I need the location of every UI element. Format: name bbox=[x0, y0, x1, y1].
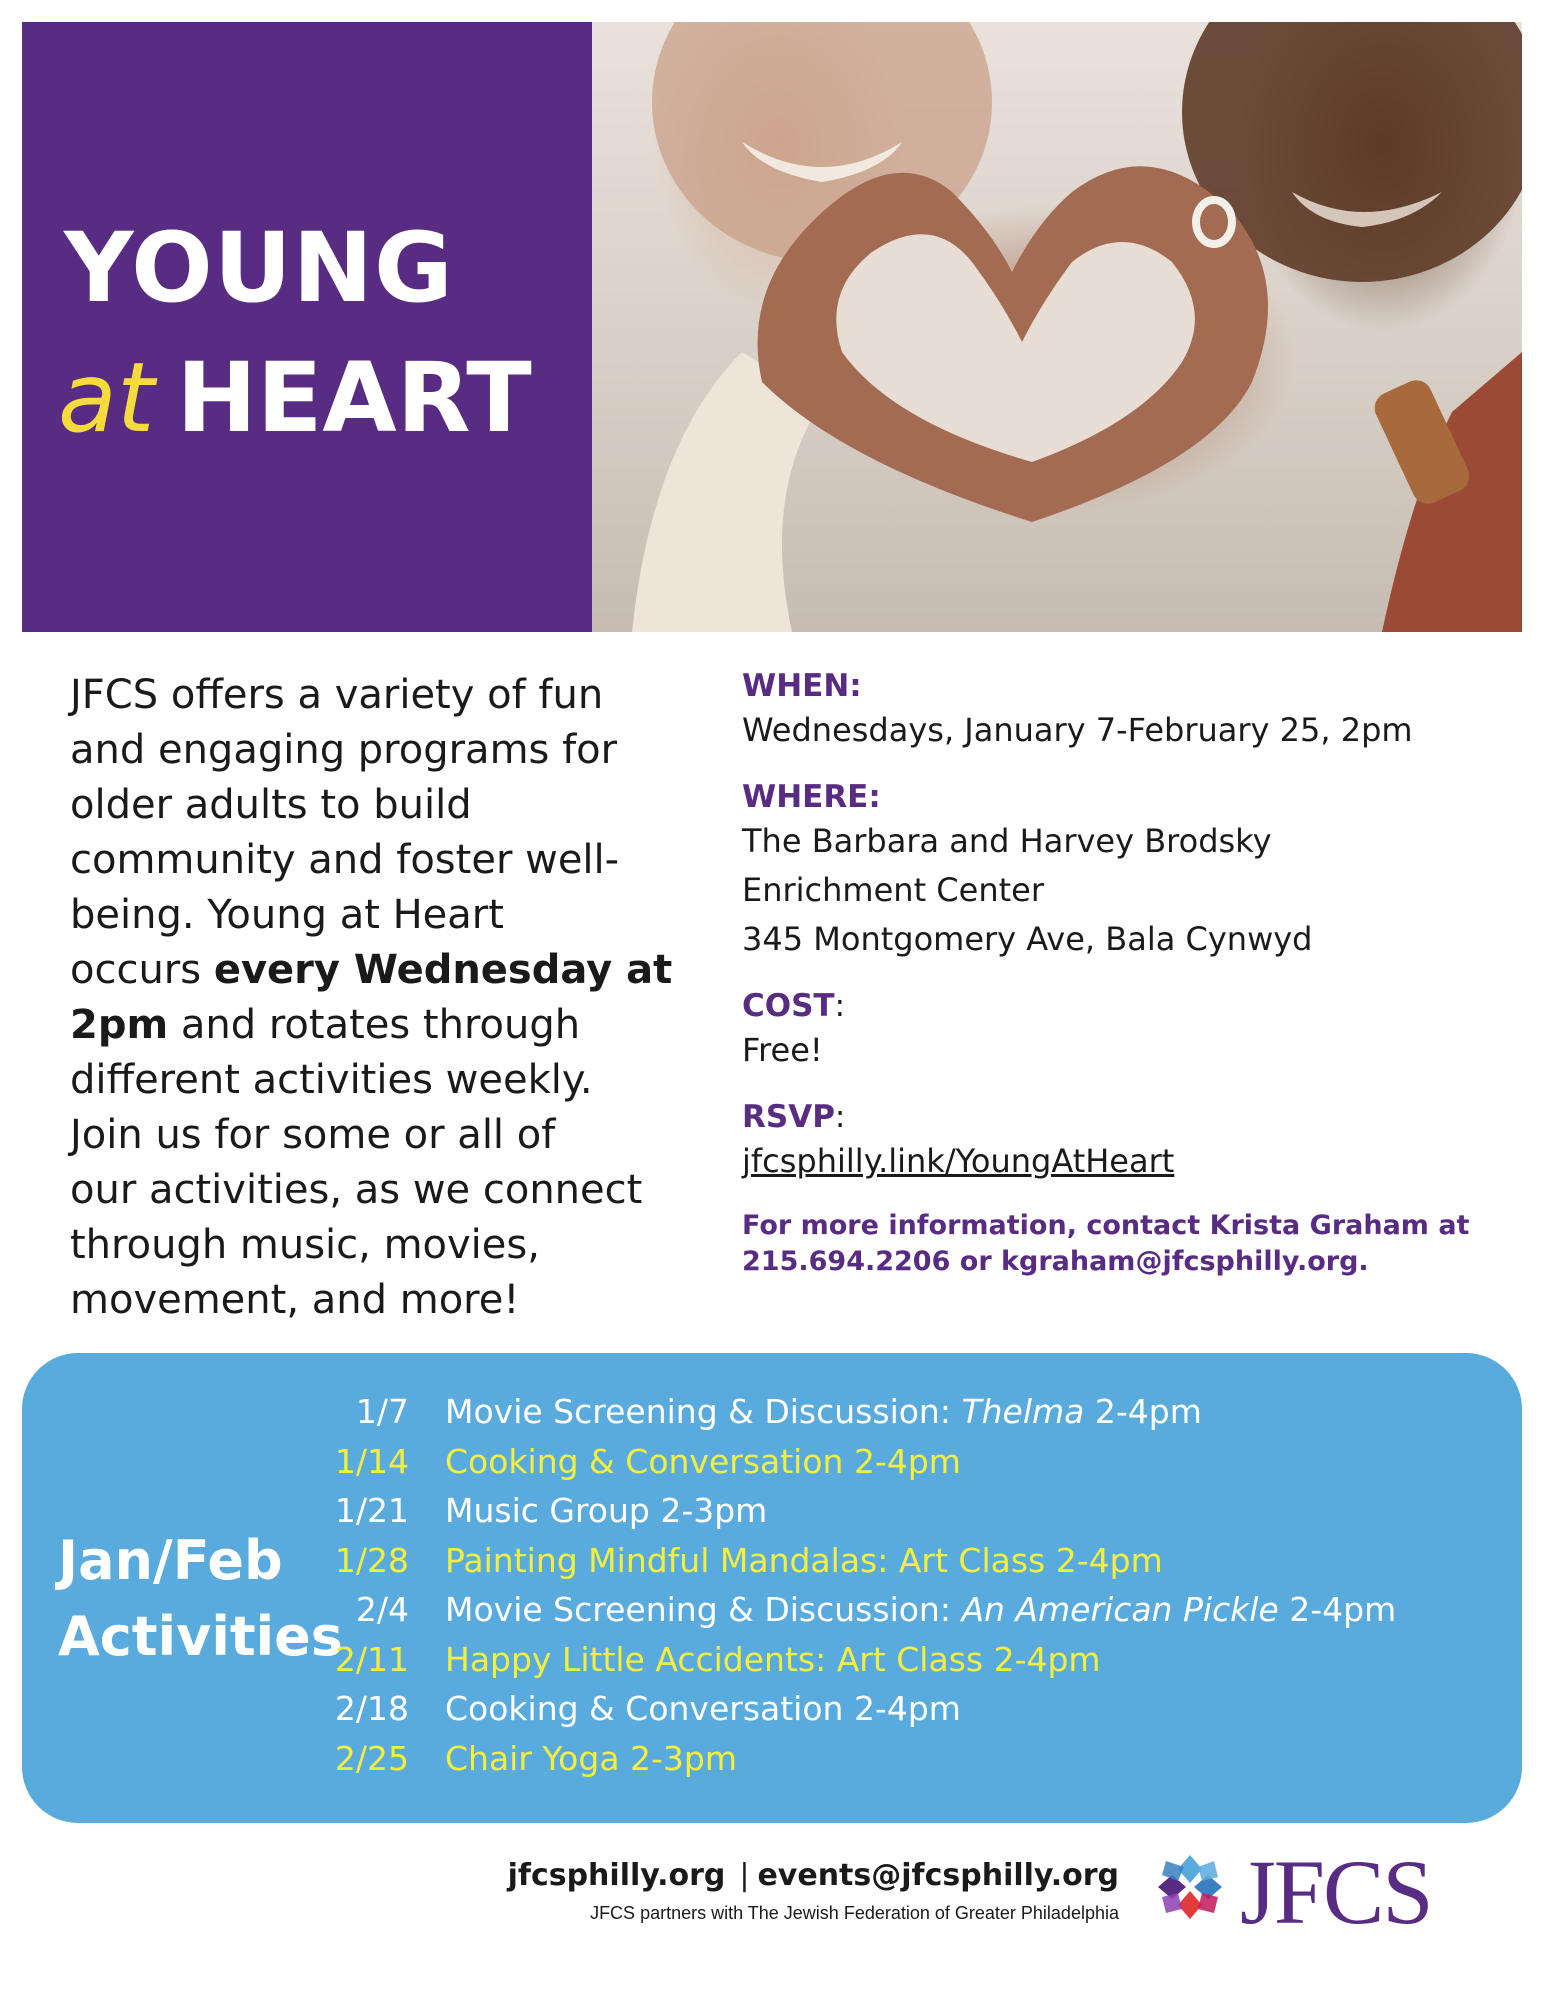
activity-text: Chair Yoga 2-3pm bbox=[445, 1738, 738, 1778]
activities-title-line: Jan/Feb bbox=[58, 1529, 283, 1592]
activity-movie-title: Thelma bbox=[961, 1392, 1085, 1432]
jfcs-logo bbox=[1150, 1842, 1450, 1942]
intro-text: and rotates through bbox=[168, 1002, 581, 1048]
intro-paragraph bbox=[70, 668, 690, 1328]
contact-line: For more information, contact Krista Graham at bbox=[742, 1210, 1470, 1241]
intro-line bbox=[70, 998, 690, 1053]
cost-label-text: COST bbox=[742, 988, 835, 1024]
activity-description bbox=[445, 1442, 1502, 1481]
partner-text: JFCS partners with The Jewish Federation of Greater Philadelphia bbox=[590, 1903, 1119, 1923]
intro-line: through music, movies, bbox=[70, 1222, 540, 1268]
activity-row bbox=[282, 1635, 1502, 1685]
activity-time: 2-4pm bbox=[1278, 1590, 1397, 1630]
rsvp-colon: : bbox=[834, 1099, 846, 1135]
intro-line: movement, and more! bbox=[70, 1277, 520, 1323]
rsvp-link[interactable]: jfcsphilly.link/YoungAtHeart bbox=[742, 1142, 1175, 1180]
where-label: WHERE: bbox=[742, 779, 881, 815]
title-at: at bbox=[58, 342, 155, 454]
activity-description bbox=[445, 1392, 1502, 1431]
header-banner bbox=[22, 22, 1522, 632]
activity-description bbox=[445, 1491, 1502, 1530]
cost-block bbox=[742, 986, 1502, 1075]
activity-time: 2-4pm bbox=[1084, 1392, 1202, 1432]
logo-text: JFCS bbox=[1240, 1841, 1432, 1943]
intro-line: being. Young at Heart bbox=[70, 892, 504, 938]
activity-date: 1/7 bbox=[355, 1392, 409, 1432]
where-line: The Barbara and Harvey Brodsky bbox=[742, 822, 1272, 860]
event-info bbox=[742, 666, 1502, 1280]
heart-hands-photo bbox=[592, 22, 1522, 632]
activity-date: 1/21 bbox=[334, 1491, 409, 1531]
activity-text: Music Group 2-3pm bbox=[445, 1491, 768, 1531]
intro-line: community and foster well- bbox=[70, 837, 620, 883]
activity-date: 1/28 bbox=[334, 1540, 409, 1580]
where-block bbox=[742, 777, 1502, 964]
when-block bbox=[742, 666, 1502, 755]
title-young: YOUNG bbox=[64, 212, 454, 324]
activity-row bbox=[282, 1585, 1502, 1635]
intro-emphasis: every Wednesday at bbox=[213, 947, 673, 993]
activity-description bbox=[445, 1739, 1502, 1778]
intro-text: occurs bbox=[70, 947, 214, 993]
cost-label bbox=[742, 986, 1502, 1026]
website-link[interactable]: jfcsphilly.org bbox=[507, 1858, 726, 1893]
intro-emphasis: 2pm bbox=[70, 1002, 169, 1048]
activity-text: Happy Little Accidents: Art Class 2-4pm bbox=[445, 1639, 1101, 1679]
activity-date: 2/25 bbox=[334, 1738, 409, 1778]
activity-movie-title: An American Pickle bbox=[961, 1590, 1279, 1630]
where-line: Enrichment Center bbox=[742, 871, 1044, 909]
cost-value: Free! bbox=[742, 1031, 823, 1069]
activity-description bbox=[445, 1541, 1502, 1580]
rsvp-label bbox=[742, 1097, 1502, 1137]
title-panel bbox=[22, 22, 592, 632]
cost-colon: : bbox=[834, 988, 846, 1024]
intro-line: Join us for some or all of bbox=[70, 1112, 556, 1158]
intro-line: different activities weekly. bbox=[70, 1057, 593, 1103]
activity-text: Movie Screening & Discussion: bbox=[445, 1590, 962, 1630]
activity-description bbox=[445, 1590, 1502, 1629]
intro-line: our activities, as we connect bbox=[70, 1167, 643, 1213]
heart-hands-illustration bbox=[592, 22, 1522, 632]
activity-date: 2/4 bbox=[355, 1590, 409, 1630]
jfcs-flower-icon bbox=[1150, 1847, 1230, 1937]
activities-title-line: Activities bbox=[58, 1605, 343, 1668]
activity-row bbox=[282, 1437, 1502, 1487]
activity-date: 2/11 bbox=[334, 1639, 409, 1679]
when-value: Wednesdays, January 7-February 25, 2pm bbox=[742, 711, 1413, 749]
activities-list bbox=[282, 1387, 1502, 1783]
activity-row bbox=[282, 1536, 1502, 1586]
activity-row bbox=[282, 1734, 1502, 1784]
contact-info bbox=[742, 1208, 1502, 1280]
rsvp-label-text: RSVP bbox=[742, 1099, 835, 1135]
activity-date: 1/14 bbox=[334, 1441, 409, 1481]
intro-line bbox=[70, 943, 690, 998]
activity-text: Movie Screening & Discussion: bbox=[445, 1392, 962, 1432]
intro-line: and engaging programs for bbox=[70, 727, 618, 773]
activity-description bbox=[445, 1689, 1502, 1728]
activity-row bbox=[282, 1684, 1502, 1734]
intro-line: JFCS offers a variety of fun bbox=[70, 672, 604, 718]
contact-line: 215.694.2206 or kgraham@jfcsphilly.org. bbox=[742, 1246, 1369, 1277]
intro-line: older adults to build bbox=[70, 782, 472, 828]
activity-text: Cooking & Conversation 2-4pm bbox=[445, 1441, 961, 1481]
title-heart: HEART bbox=[176, 342, 532, 454]
when-label: WHEN: bbox=[742, 668, 862, 704]
footer-separator: | bbox=[739, 1858, 750, 1893]
activity-row bbox=[282, 1486, 1502, 1536]
where-line: 345 Montgomery Ave, Bala Cynwyd bbox=[742, 920, 1313, 958]
activity-date: 2/18 bbox=[334, 1689, 409, 1729]
activity-text: Cooking & Conversation 2-4pm bbox=[445, 1689, 961, 1729]
title-at-heart bbox=[58, 342, 532, 454]
activity-row bbox=[282, 1387, 1502, 1437]
footer-links bbox=[508, 1858, 1119, 1893]
activities-panel bbox=[22, 1353, 1522, 1823]
activity-description bbox=[445, 1640, 1502, 1679]
activity-text: Painting Mindful Mandalas: Art Class 2-4pm bbox=[445, 1540, 1163, 1580]
rsvp-block bbox=[742, 1097, 1502, 1186]
email-link[interactable]: events@jfcsphilly.org bbox=[757, 1858, 1119, 1893]
